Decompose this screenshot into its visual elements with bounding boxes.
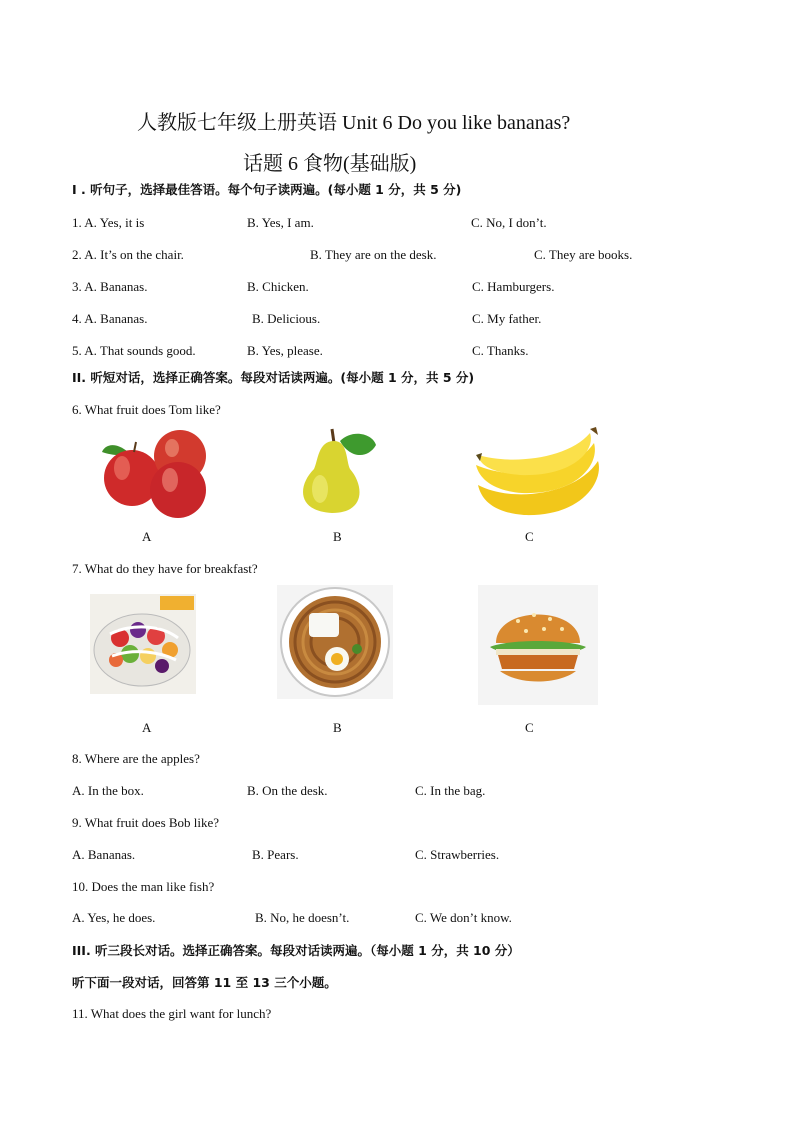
q10-option-b: B. No, he doesn’t. (255, 910, 350, 925)
pear-image (288, 425, 380, 517)
bananas-image (472, 425, 612, 520)
q5-option-c: C. Thanks. (472, 343, 529, 358)
q8-option-c: C. In the bag. (415, 783, 486, 798)
fruit-salad-image (90, 594, 196, 694)
hamburger-image (478, 585, 598, 705)
q2-option-c: C. They are books. (534, 247, 633, 262)
section-3-heading: III. 听三段长对话。选择正确答案。每段对话读两遍。（每小题 1 分，共 10 分） (72, 943, 520, 958)
q3-option-a: 3. A. Bananas. (72, 279, 148, 294)
q9-option-b: B. Pears. (252, 847, 299, 862)
q8-text: 8. Where are the apples? (72, 751, 200, 766)
page-subtitle: 话题 6 食物(基础版) (243, 153, 417, 175)
noodles-image (277, 585, 393, 699)
q9-text: 9. What fruit does Bob like? (72, 815, 220, 830)
q1-option-a: 1. A. Yes, it is (72, 215, 145, 230)
page-title: 人教版七年级上册英语 Unit 6 Do you like bananas? (137, 112, 571, 134)
q7-label-a: A (142, 720, 152, 735)
apples-image (100, 428, 212, 520)
q2-option-a: 2. A. It’s on the chair. (72, 247, 184, 262)
q6-text: 6. What fruit does Tom like? (72, 402, 221, 417)
q8-option-b: B. On the desk. (247, 783, 328, 798)
q6-label-c: C (525, 529, 534, 544)
q10-option-c: C. We don’t know. (415, 910, 512, 925)
q1-option-b: B. Yes, I am. (247, 215, 314, 230)
q7-text: 7. What do they have for breakfast? (72, 561, 258, 576)
section-2-heading: II. 听短对话，选择正确答案。每段对话读两遍。(每小题 1 分，共 5 分) (72, 370, 475, 385)
q4-option-c: C. My father. (472, 311, 542, 326)
q9-option-c: C. Strawberries. (415, 847, 500, 862)
q2-option-b: B. They are on the desk. (310, 247, 437, 262)
q3-option-c: C. Hamburgers. (472, 279, 555, 294)
q3-option-b: B. Chicken. (247, 279, 309, 294)
q8-option-a: A. In the box. (72, 783, 144, 798)
q4-option-b: B. Delicious. (252, 311, 321, 326)
q7-label-c: C (525, 720, 534, 735)
q10-option-a: A. Yes, he does. (72, 910, 156, 925)
q6-label-b: B (333, 529, 342, 544)
q7-label-b: B (333, 720, 342, 735)
q10-text: 10. Does the man like fish? (72, 879, 215, 894)
section-3-instruction: 听下面一段对话，回答第 11 至 13 三个小题。 (72, 975, 337, 990)
q4-option-a: 4. A. Bananas. (72, 311, 148, 326)
section-1-heading: I . 听句子，选择最佳答语。每个句子读两遍。(每小题 1 分，共 5 分) (72, 182, 462, 197)
q5-option-a: 5. A. That sounds good. (72, 343, 196, 358)
q6-label-a: A (142, 529, 152, 544)
q1-option-c: C. No, I don’t. (471, 215, 547, 230)
q9-option-a: A. Bananas. (72, 847, 136, 862)
q11-text: 11. What does the girl want for lunch? (72, 1006, 272, 1021)
q5-option-b: B. Yes, please. (247, 343, 323, 358)
